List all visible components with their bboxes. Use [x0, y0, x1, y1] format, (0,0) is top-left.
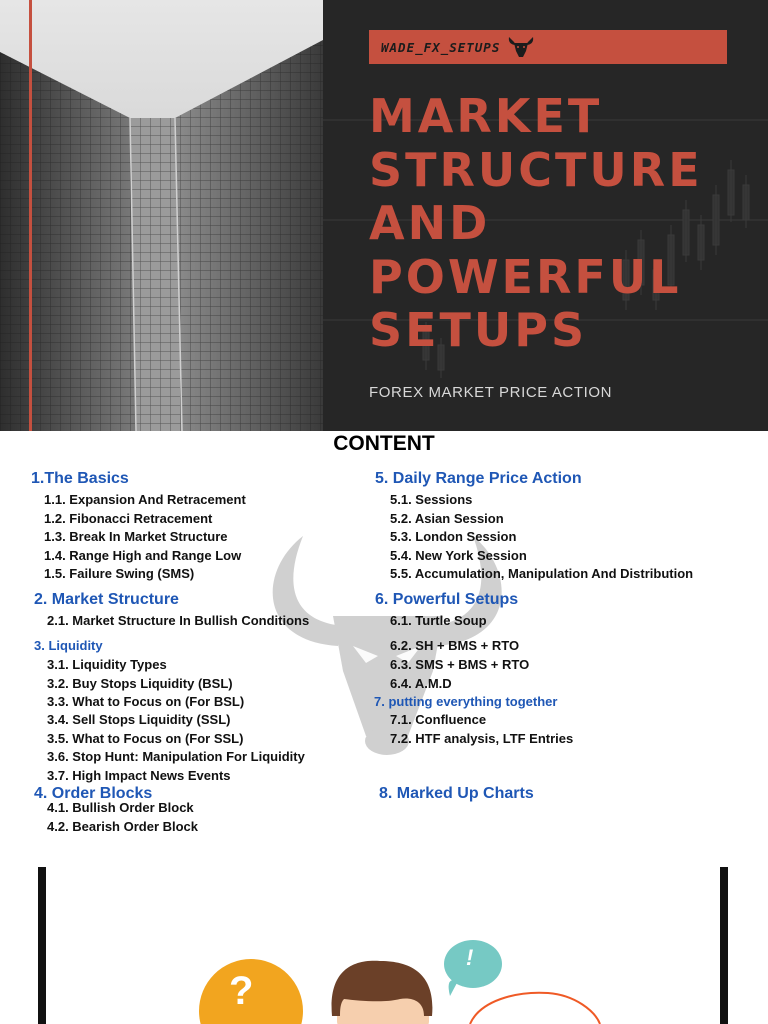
- toc-section-2[interactable]: 2. Market Structure: [34, 591, 179, 608]
- title-line: MARKET: [369, 89, 603, 143]
- title-line: AND: [369, 196, 491, 250]
- toc-item[interactable]: 6.4. A.M.D: [390, 676, 452, 691]
- toc-item[interactable]: 3.5. What to Focus on (For SSL): [47, 731, 244, 746]
- person-illustration: [0, 851, 768, 1024]
- toc-section-3[interactable]: 3. Liquidity: [34, 638, 103, 653]
- toc-section-6[interactable]: 6. Powerful Setups: [375, 591, 519, 608]
- illustration-section: [0, 851, 768, 1024]
- toc-item[interactable]: 1.4. Range High and Range Low: [44, 548, 242, 563]
- accent-line: [29, 0, 32, 431]
- exclamation-mark-icon: !: [466, 945, 474, 970]
- table-of-contents: [0, 431, 768, 851]
- toc-section-8[interactable]: 8. Marked Up Charts: [379, 785, 534, 802]
- toc-item[interactable]: 2.1. Market Structure In Bullish Conditions: [47, 613, 310, 628]
- toc-item[interactable]: 3.7. High Impact News Events: [47, 768, 231, 783]
- question-mark-icon: ?: [229, 969, 254, 1013]
- brand-name: WADE_FX_SETUPS: [381, 39, 501, 55]
- toc-item[interactable]: 1.1. Expansion And Retracement: [44, 492, 246, 507]
- toc-item[interactable]: 3.2. Buy Stops Liquidity (BSL): [47, 676, 233, 691]
- brand-banner: [369, 30, 727, 64]
- toc-item[interactable]: 1.2. Fibonacci Retracement: [44, 511, 213, 526]
- toc-item[interactable]: 5.4. New York Session: [390, 548, 527, 563]
- cover-title: [369, 90, 749, 358]
- cover-subtitle: FOREX MARKET PRICE ACTION: [369, 384, 613, 401]
- cover-section: [0, 0, 768, 431]
- toc-item[interactable]: 6.3. SMS + BMS + RTO: [390, 657, 530, 672]
- toc-item[interactable]: 1.3. Break In Market Structure: [44, 529, 228, 544]
- toc-section-7[interactable]: 7. putting everything together: [374, 694, 558, 709]
- toc-item[interactable]: 5.5. Accumulation, Manipulation And Distribution: [390, 566, 694, 581]
- toc-item[interactable]: 1.5. Failure Swing (SMS): [44, 566, 195, 581]
- left-bar: [38, 867, 46, 1024]
- right-bar: [720, 867, 728, 1024]
- toc-item[interactable]: 7.2. HTF analysis, LTF Entries: [390, 731, 574, 746]
- title-line: STRUCTURE: [369, 142, 703, 197]
- toc-section-1[interactable]: 1.The Basics: [31, 470, 129, 487]
- toc-item[interactable]: 3.6. Stop Hunt: Manipulation For Liquidity: [47, 749, 305, 764]
- toc-item[interactable]: 5.1. Sessions: [390, 492, 473, 507]
- toc-item[interactable]: 6.1. Turtle Soup: [390, 613, 487, 628]
- toc-section-4[interactable]: 4. Order Blocks: [34, 785, 153, 802]
- title-panel: [323, 0, 768, 431]
- toc-section-5[interactable]: 5. Daily Range Price Action: [375, 470, 582, 487]
- title-line: POWERFUL: [369, 249, 682, 304]
- speech-outline: [470, 993, 600, 1024]
- contents-heading: CONTENT: [333, 432, 435, 455]
- toc-item[interactable]: 6.2. SH + BMS + RTO: [390, 638, 520, 653]
- bull-icon: [506, 35, 536, 59]
- toc-item[interactable]: 3.4. Sell Stops Liquidity (SSL): [47, 712, 231, 727]
- toc-item[interactable]: 5.3. London Session: [390, 529, 517, 544]
- toc-item[interactable]: 4.1. Bullish Order Block: [47, 800, 194, 815]
- toc-item[interactable]: 3.1. Liquidity Types: [47, 657, 167, 672]
- toc-item[interactable]: 4.2. Bearish Order Block: [47, 819, 199, 834]
- title-line: SETUPS: [369, 303, 588, 357]
- toc-item[interactable]: 7.1. Confluence: [390, 712, 487, 727]
- toc-item[interactable]: 3.3. What to Focus on (For BSL): [47, 694, 245, 709]
- toc-item[interactable]: 5.2. Asian Session: [390, 511, 504, 526]
- skyscraper-image: [0, 0, 323, 431]
